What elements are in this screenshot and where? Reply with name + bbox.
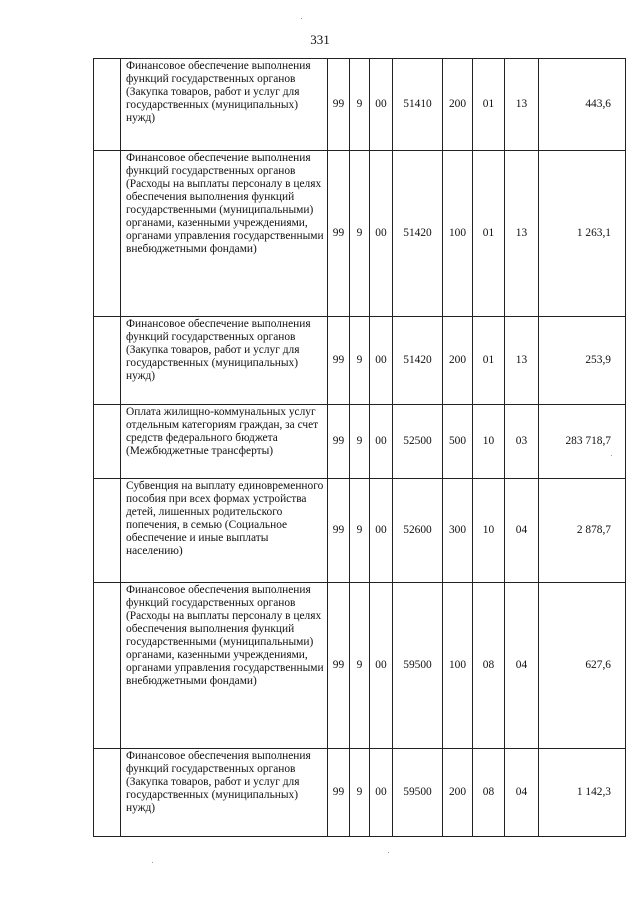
expense-type-cell: 500	[443, 405, 473, 479]
row-index-cell	[94, 151, 121, 317]
table-row	[94, 151, 626, 317]
row-index-cell	[94, 479, 121, 583]
program-code-cell: 99	[328, 317, 350, 405]
row-index-cell	[94, 59, 121, 151]
main-event-code-cell: 00	[370, 317, 393, 405]
program-code-cell: 99	[328, 583, 350, 749]
program-code-cell: 99	[328, 479, 350, 583]
expense-type-cell: 200	[443, 59, 473, 151]
program-code-cell: 99	[328, 151, 350, 317]
direction-code-cell: 59500	[393, 583, 443, 749]
section-code-cell: 01	[473, 317, 505, 405]
row-index-cell	[94, 405, 121, 479]
budget-table	[93, 58, 626, 837]
program-code-cell: 99	[328, 59, 350, 151]
direction-code-cell: 52500	[393, 405, 443, 479]
expense-name-cell: Финансовое обеспечение выполнения функций государственных органов (Закупка товаров, работ и услуг для государственных (муниципальных) нужд)	[121, 317, 328, 405]
main-event-code-cell: 00	[370, 479, 393, 583]
expense-type-cell: 300	[443, 479, 473, 583]
direction-code-cell: 59500	[393, 749, 443, 837]
subprogram-code-cell: 9	[350, 151, 370, 317]
expense-type-cell: 200	[443, 749, 473, 837]
main-event-code-cell: 00	[370, 151, 393, 317]
page-number: 331	[310, 32, 330, 47]
subsection-code-cell: 04	[505, 479, 539, 583]
program-code-cell: 99	[328, 749, 350, 837]
direction-code-cell: 51420	[393, 317, 443, 405]
direction-code-cell: 52600	[393, 479, 443, 583]
main-event-code-cell: 00	[370, 405, 393, 479]
table-row	[94, 405, 626, 479]
main-event-code-cell: 00	[370, 583, 393, 749]
expense-name-cell: Финансовое обеспечение выполнения функций государственных органов (Расходы на выплаты персоналу в целях обеспечения выполнения функций государственными (муниципальными) органами, казенными учреждениями, органами управления государственными внебюджетными фондами)	[121, 151, 328, 317]
subsection-code-cell: 04	[505, 583, 539, 749]
main-event-code-cell: 00	[370, 749, 393, 837]
table-row	[94, 59, 626, 151]
expense-name-cell: Оплата жилищно-коммунальных услуг отдельным категориям граждан, за счет средств федерального бюджета (Межбюджетные трансферты)	[121, 405, 328, 479]
table-row	[94, 317, 626, 405]
row-index-cell	[94, 749, 121, 837]
program-code-cell: 99	[328, 405, 350, 479]
section-code-cell: 10	[473, 405, 505, 479]
section-code-cell: 10	[473, 479, 505, 583]
section-code-cell: 08	[473, 583, 505, 749]
table-row	[94, 749, 626, 837]
subprogram-code-cell: 9	[350, 317, 370, 405]
expense-type-cell: 200	[443, 317, 473, 405]
expense-name-cell: Финансовое обеспечения выполнения функций государственных органов (Закупка товаров, работ и услуг для государственных (муниципальных) нужд)	[121, 749, 328, 837]
section-code-cell: 01	[473, 59, 505, 151]
subsection-code-cell: 13	[505, 151, 539, 317]
scan-speck	[301, 18, 302, 19]
direction-code-cell: 51420	[393, 151, 443, 317]
subprogram-code-cell: 9	[350, 59, 370, 151]
row-index-cell	[94, 583, 121, 749]
expense-name-cell: Финансовое обеспечения выполнения функций государственных органов (Расходы на выплаты персоналу в целях обеспечения выполнения функций государственными (муниципальными) органами, казенными учреждениями, органами управления государственными внебюджетными фондами)	[121, 583, 328, 749]
subsection-code-cell: 04	[505, 749, 539, 837]
amount-cell: 443,6	[539, 59, 626, 151]
amount-cell: 1 142,3	[539, 749, 626, 837]
expense-name-cell: Финансовое обеспечение выполнения функций государственных органов (Закупка товаров, работ и услуг для государственных (муниципальных) нужд)	[121, 59, 328, 151]
amount-cell: 283 718,7	[539, 405, 626, 479]
expense-type-cell: 100	[443, 583, 473, 749]
subprogram-code-cell: 9	[350, 405, 370, 479]
row-index-cell	[94, 317, 121, 405]
subprogram-code-cell: 9	[350, 479, 370, 583]
table-row	[94, 479, 626, 583]
amount-cell: 2 878,7	[539, 479, 626, 583]
direction-code-cell: 51410	[393, 59, 443, 151]
amount-cell: 253,9	[539, 317, 626, 405]
scan-speck	[152, 862, 153, 863]
subsection-code-cell: 13	[505, 317, 539, 405]
subsection-code-cell: 03	[505, 405, 539, 479]
expense-name-cell: Субвенция на выплату единовременного пособия при всех формах устройства детей, лишенных родительского попечения, в семью (Социальное обеспечение и иные выплаты населению)	[121, 479, 328, 583]
amount-cell: 627,6	[539, 583, 626, 749]
subprogram-code-cell: 9	[350, 749, 370, 837]
scan-speck	[611, 455, 612, 456]
amount-cell: 1 263,1	[539, 151, 626, 317]
subsection-code-cell: 13	[505, 59, 539, 151]
table-row	[94, 583, 626, 749]
main-event-code-cell: 00	[370, 59, 393, 151]
section-code-cell: 08	[473, 749, 505, 837]
expense-type-cell: 100	[443, 151, 473, 317]
scan-speck	[388, 852, 389, 853]
section-code-cell: 01	[473, 151, 505, 317]
subprogram-code-cell: 9	[350, 583, 370, 749]
